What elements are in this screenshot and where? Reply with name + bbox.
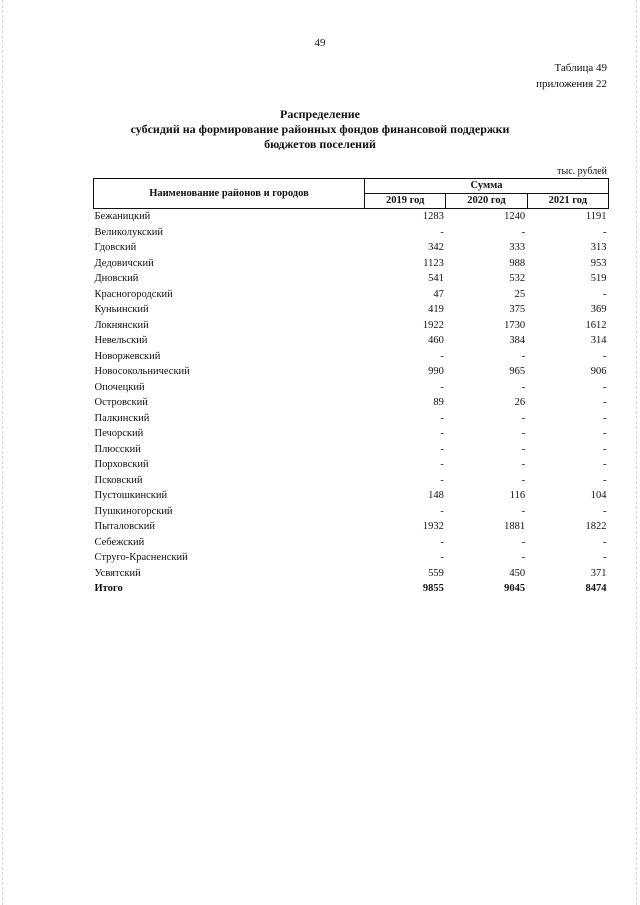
table-row	[94, 442, 609, 458]
district-name: Усвятский	[94, 567, 141, 579]
value-2021: -	[603, 505, 607, 517]
total-label: Итого	[94, 583, 123, 594]
value-2021: -	[603, 459, 607, 470]
value-2020: 26	[514, 397, 526, 408]
table-row	[94, 380, 609, 396]
value-2021: -	[603, 397, 607, 408]
page-number: 49	[314, 37, 326, 49]
table-row	[94, 333, 609, 349]
total-2019: 9855	[422, 583, 444, 594]
value-2021: -	[603, 552, 607, 563]
value-2020: 1881	[504, 521, 526, 532]
value-2019: 419	[428, 304, 444, 315]
header-year-2020: 2020 год	[446, 194, 527, 209]
district-name: Опочецкий	[94, 381, 145, 393]
table-label: Таблица 49	[554, 62, 607, 74]
value-2019: 89	[433, 397, 444, 408]
value-2020: 988	[509, 257, 526, 269]
table-row	[94, 240, 609, 256]
value-2019: 148	[428, 490, 444, 501]
value-2021: 371	[590, 567, 607, 579]
total-row	[94, 581, 609, 597]
value-2021: 906	[590, 366, 607, 377]
district-name: Плюсский	[94, 443, 141, 455]
value-2021: -	[603, 428, 607, 439]
table-header	[94, 179, 609, 209]
value-2020: -	[521, 552, 526, 563]
value-2021: 369	[590, 304, 607, 315]
document-title	[0, 107, 640, 152]
table-row	[94, 473, 609, 489]
value-2019: 541	[428, 273, 444, 284]
district-name: Себежский	[94, 536, 145, 548]
title-line-3: бюджетов поселений	[264, 137, 376, 151]
district-name: Дедовичский	[94, 257, 154, 269]
district-name: Локнянский	[94, 319, 149, 331]
value-2021: 1612	[585, 319, 607, 331]
value-2019: 1932	[422, 521, 444, 532]
value-2020: 1240	[504, 211, 526, 222]
header-year-2019: 2019 год	[365, 194, 446, 209]
value-2019: -	[440, 226, 444, 238]
table-row	[94, 550, 609, 566]
value-2020: 384	[509, 335, 526, 346]
value-2020: -	[521, 536, 526, 548]
district-name: Псковский	[94, 474, 143, 486]
district-name: Великолукский	[94, 226, 164, 238]
value-2019: -	[440, 412, 444, 424]
value-2020: -	[521, 474, 526, 486]
value-2021: 104	[590, 490, 607, 501]
value-2021: -	[603, 381, 607, 393]
appendix-label: приложения 22	[536, 78, 607, 90]
value-2019: 47	[433, 288, 444, 300]
district-name: Печорский	[94, 428, 144, 439]
value-2020: -	[521, 459, 526, 470]
value-2021: 1191	[585, 211, 607, 222]
table-row	[94, 271, 609, 287]
table-row	[94, 302, 609, 318]
value-2020: -	[521, 381, 526, 393]
value-2020: -	[521, 443, 526, 455]
table-row	[94, 457, 609, 473]
district-name: Красногородский	[94, 288, 173, 300]
value-2021: -	[603, 226, 607, 238]
value-2021: -	[603, 412, 607, 424]
units-label: тыс. рублей	[557, 166, 607, 177]
value-2020: 25	[514, 288, 526, 300]
value-2019: 1922	[422, 319, 444, 331]
value-2021: -	[603, 443, 607, 455]
value-2020: 450	[509, 567, 526, 579]
value-2020: -	[521, 505, 526, 517]
table-row	[94, 395, 609, 411]
value-2020: 116	[509, 490, 526, 501]
header-row-1	[94, 179, 609, 194]
title-line-2: субсидий на формирование районных фондов финансовой поддержки	[130, 122, 510, 136]
value-2019: -	[440, 459, 444, 470]
value-2019: 990	[428, 366, 444, 377]
title-line-1: Распределение	[279, 107, 361, 121]
value-2019: -	[440, 428, 444, 439]
district-name: Новосокольнический	[94, 366, 190, 377]
value-2019: -	[440, 381, 444, 393]
district-name: Невельский	[94, 335, 148, 346]
total-2021: 8474	[585, 583, 607, 594]
table-row	[94, 225, 609, 241]
value-2021: 953	[590, 257, 607, 269]
district-name: Дновский	[94, 273, 139, 284]
value-2021: 314	[590, 335, 607, 346]
value-2021: -	[603, 536, 607, 548]
table-row	[94, 504, 609, 520]
table-reference	[536, 60, 607, 92]
district-name: Пыталовский	[94, 521, 155, 532]
table-row	[94, 411, 609, 427]
value-2019: -	[440, 350, 444, 362]
header-sum-group: Сумма	[365, 179, 609, 194]
table-row	[94, 287, 609, 303]
table-row	[94, 318, 609, 334]
table-row	[94, 364, 609, 380]
value-2020: 532	[509, 273, 526, 284]
district-name: Порховский	[94, 459, 149, 470]
table-row	[94, 209, 609, 225]
table-row	[94, 426, 609, 442]
table-row	[94, 566, 609, 582]
value-2020: -	[521, 350, 526, 362]
value-2021: -	[603, 474, 607, 486]
value-2019: 1123	[423, 257, 444, 269]
district-name: Новоржевский	[94, 350, 161, 362]
value-2019: -	[440, 505, 444, 517]
value-2020: -	[521, 428, 526, 439]
value-2021: -	[603, 350, 607, 362]
district-name: Палкинский	[94, 412, 150, 424]
value-2019: 559	[428, 567, 444, 579]
value-2020: 375	[509, 304, 526, 315]
value-2019: 1283	[422, 211, 444, 222]
district-name: Гдовский	[94, 242, 137, 253]
value-2020: -	[521, 412, 526, 424]
value-2021: 313	[590, 242, 607, 253]
value-2019: -	[440, 552, 444, 563]
subsidy-table	[93, 178, 609, 597]
value-2019: -	[440, 474, 444, 486]
table-row	[94, 256, 609, 272]
value-2019: 460	[428, 335, 444, 346]
total-2020: 9045	[504, 583, 526, 594]
district-name: Островский	[94, 397, 148, 408]
value-2019: -	[440, 443, 444, 455]
table-row	[94, 488, 609, 504]
district-name: Пустошкинский	[94, 490, 168, 501]
value-2020: -	[521, 226, 526, 238]
table-row	[94, 519, 609, 535]
value-2020: 333	[509, 242, 526, 253]
value-2019: -	[440, 536, 444, 548]
value-2021: -	[603, 288, 607, 300]
value-2021: 1822	[585, 521, 607, 532]
district-name: Бежаницкий	[94, 211, 151, 222]
district-name: Куньинский	[94, 304, 149, 315]
table-row	[94, 535, 609, 551]
value-2019: 342	[428, 242, 444, 253]
district-name: Струго-Красненский	[94, 552, 188, 563]
value-2021: 519	[590, 273, 607, 284]
value-2020: 965	[509, 366, 526, 377]
header-year-2021: 2021 год	[527, 194, 608, 209]
value-2020: 1730	[504, 319, 526, 331]
table-row	[94, 349, 609, 365]
table-body	[94, 209, 609, 597]
district-name: Пушкиногорский	[94, 505, 173, 517]
header-name-column: Наименование районов и городов	[94, 179, 365, 209]
